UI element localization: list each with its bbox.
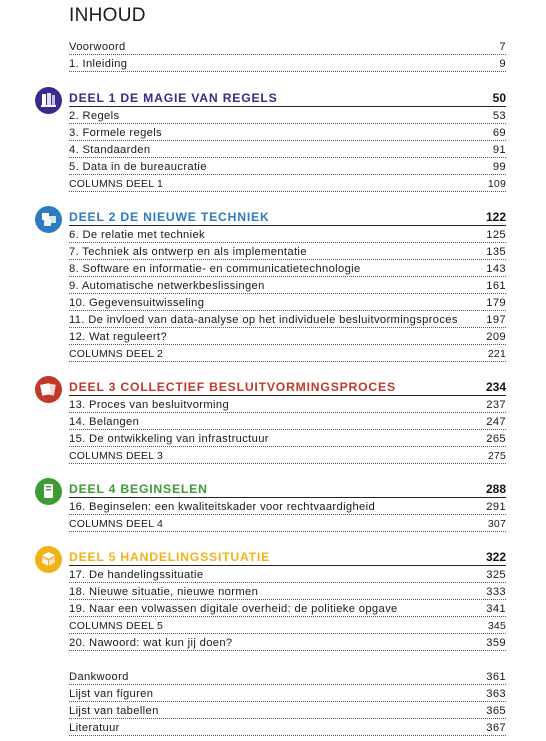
toc-entry-label: Dankwoord: [69, 671, 129, 683]
columns-entry[interactable]: [69, 447, 506, 464]
cubes-icon: [35, 206, 62, 233]
toc-entry-label: 10. Gegevensuitwisseling: [69, 297, 205, 309]
chapter-entry[interactable]: [69, 260, 506, 277]
toc-entry-page: 53: [492, 110, 506, 122]
toc-entry-page: 341: [486, 603, 506, 615]
part-title: DEEL 2 DE NIEUWE TECHNIEK: [69, 210, 270, 224]
part-page: 122: [485, 210, 506, 224]
part-title: DEEL 3 COLLECTIEF BESLUITVORMINGSPROCES: [69, 380, 396, 394]
toc-entry-label: 6. De relatie met techniek: [69, 229, 205, 241]
toc-entry[interactable]: [69, 702, 506, 719]
part-title: DEEL 5 HANDELINGSSITUATIE: [69, 550, 271, 564]
part-heading[interactable]: [69, 89, 506, 107]
toc-entry-label: Literatuur: [69, 722, 120, 734]
toc-entry-label: 18. Nieuwe situatie, nieuwe normen: [69, 586, 259, 598]
toc-entry-label: 3. Formele regels: [69, 127, 162, 139]
chapter-entry[interactable]: [69, 107, 506, 124]
toc-entry-page: 179: [486, 297, 506, 309]
toc-entry-label: 9. Automatische netwerkbeslissingen: [69, 280, 265, 292]
chapter-entry[interactable]: [69, 583, 506, 600]
toc-entry-label: COLUMNS DEEL 2: [69, 348, 164, 360]
toc-entry-page: 125: [486, 229, 506, 241]
toc-entry-label: COLUMNS DEEL 5: [69, 620, 164, 632]
toc-entry-page: 307: [487, 518, 506, 530]
part-heading[interactable]: [69, 548, 506, 566]
chapter-entry[interactable]: [69, 566, 506, 583]
toc-entry-page: 143: [486, 263, 506, 275]
toc-entry-page: 275: [487, 450, 506, 462]
columns-entry[interactable]: [69, 175, 506, 192]
chapter-entry[interactable]: [69, 396, 506, 413]
part-heading[interactable]: [69, 480, 506, 498]
toc-entry-label: 1. Inleiding: [69, 58, 128, 70]
toc-entry-page: 99: [492, 161, 506, 173]
toc-entry-page: 247: [486, 416, 506, 428]
toc-entry-page: 135: [486, 246, 506, 258]
toc-entry-label: 13. Proces van besluitvorming: [69, 399, 230, 411]
chapter-entry[interactable]: [69, 243, 506, 260]
toc-entry-label: 11. De invloed van data-analyse op het individuele besluitvormingsproces: [69, 314, 458, 326]
chapter-entry[interactable]: [69, 600, 506, 617]
columns-entry[interactable]: [69, 617, 506, 634]
toc-entry-page: 9: [499, 58, 506, 70]
columns-entry[interactable]: [69, 515, 506, 532]
toc-entry-page: 69: [492, 127, 506, 139]
part-page: 288: [485, 482, 506, 496]
chapter-entry[interactable]: [69, 277, 506, 294]
toc-entry-page: 325: [486, 569, 506, 581]
chapter-entry[interactable]: [69, 124, 506, 141]
front-matter: [69, 38, 506, 72]
toc-entry-page: 367: [486, 722, 506, 734]
books-icon: [35, 87, 62, 114]
toc-entry-page: 109: [487, 178, 506, 190]
toc-entry[interactable]: [69, 685, 506, 702]
toc-entry-page: 209: [486, 331, 506, 343]
toc-entry-label: 15. De ontwikkeling van infrastructuur: [69, 433, 269, 445]
toc-entry-label: 14. Belangen: [69, 416, 140, 428]
chapter-entry[interactable]: [69, 141, 506, 158]
toc-entry-page: 345: [487, 620, 506, 632]
toc-entry[interactable]: [69, 38, 506, 55]
toc-entry-page: 365: [486, 705, 506, 717]
chapter-entry[interactable]: [69, 294, 506, 311]
part-page: 50: [492, 91, 506, 105]
toc-entry-label: 17. De handelingssituatie: [69, 569, 204, 581]
chapter-entry[interactable]: [69, 158, 506, 175]
toc-entry-label: Lijst van figuren: [69, 688, 154, 700]
toc-entry-label: 5. Data in de bureaucratie: [69, 161, 207, 173]
back-matter: [69, 668, 506, 736]
toc-entry-page: 237: [486, 399, 506, 411]
parts: [69, 72, 506, 651]
toc-entry[interactable]: [69, 719, 506, 736]
toc-entry-label: 8. Software en informatie- en communicatietechnologie: [69, 263, 361, 275]
toc-entry-page: 291: [486, 501, 506, 513]
toc-entry-label: Lijst van tabellen: [69, 705, 159, 717]
toc-entry-label: COLUMNS DEEL 4: [69, 518, 164, 530]
toc-entry-label: COLUMNS DEEL 3: [69, 450, 164, 462]
folders-icon: [35, 376, 62, 403]
toc-entry-page: 161: [486, 280, 506, 292]
toc-entry-page: 221: [487, 348, 506, 360]
chapter-entry[interactable]: [69, 328, 506, 345]
toc-entry-label: 16. Beginselen: een kwaliteitskader voor rechtvaardigheid: [69, 501, 376, 513]
part-page: 322: [485, 550, 506, 564]
toc-entry-page: 197: [486, 314, 506, 326]
toc-entry[interactable]: [69, 668, 506, 685]
toc-entry-page: 333: [486, 586, 506, 598]
chapter-entry[interactable]: [69, 413, 506, 430]
table-of-contents: [69, 38, 506, 736]
part-page: 234: [485, 380, 506, 394]
book-icon: [35, 478, 62, 505]
toc-entry-label: 19. Naar een volwassen digitale overheid: de politieke opgave: [69, 603, 398, 615]
toc-entry[interactable]: [69, 55, 506, 72]
toc-entry-label: COLUMNS DEEL 1: [69, 178, 164, 190]
toc-entry-page: 361: [486, 671, 506, 683]
chapter-entry[interactable]: [69, 311, 506, 328]
toc-entry-page: 91: [492, 144, 506, 156]
toc-entry-page: 359: [486, 637, 506, 649]
toc-entry-label: 4. Standaarden: [69, 144, 151, 156]
chapter-entry[interactable]: [69, 226, 506, 243]
toc-entry-page: 7: [499, 41, 506, 53]
toc-entry-page: 265: [486, 433, 506, 445]
chapter-entry[interactable]: [69, 634, 506, 651]
boxes-icon: [35, 546, 62, 573]
chapter-entry[interactable]: [69, 430, 506, 447]
part-heading[interactable]: [69, 208, 506, 226]
toc-entry-label: 7. Techniek als ontwerp en als implementatie: [69, 246, 307, 258]
part-title: DEEL 4 BEGINSELEN: [69, 482, 208, 496]
toc-entry-label: 20. Nawoord: wat kun jij doen?: [69, 637, 233, 649]
part-title: DEEL 1 DE MAGIE VAN REGELS: [69, 91, 278, 105]
toc-entry-label: 12. Wat reguleert?: [69, 331, 167, 343]
toc-entry-label: 2. Regels: [69, 110, 120, 122]
columns-entry[interactable]: [69, 345, 506, 362]
part-heading[interactable]: [69, 378, 506, 396]
chapter-entry[interactable]: [69, 498, 506, 515]
page-title: INHOUD: [69, 5, 146, 26]
toc-entry-page: 363: [486, 688, 506, 700]
toc-entry-label: Voorwoord: [69, 41, 126, 53]
